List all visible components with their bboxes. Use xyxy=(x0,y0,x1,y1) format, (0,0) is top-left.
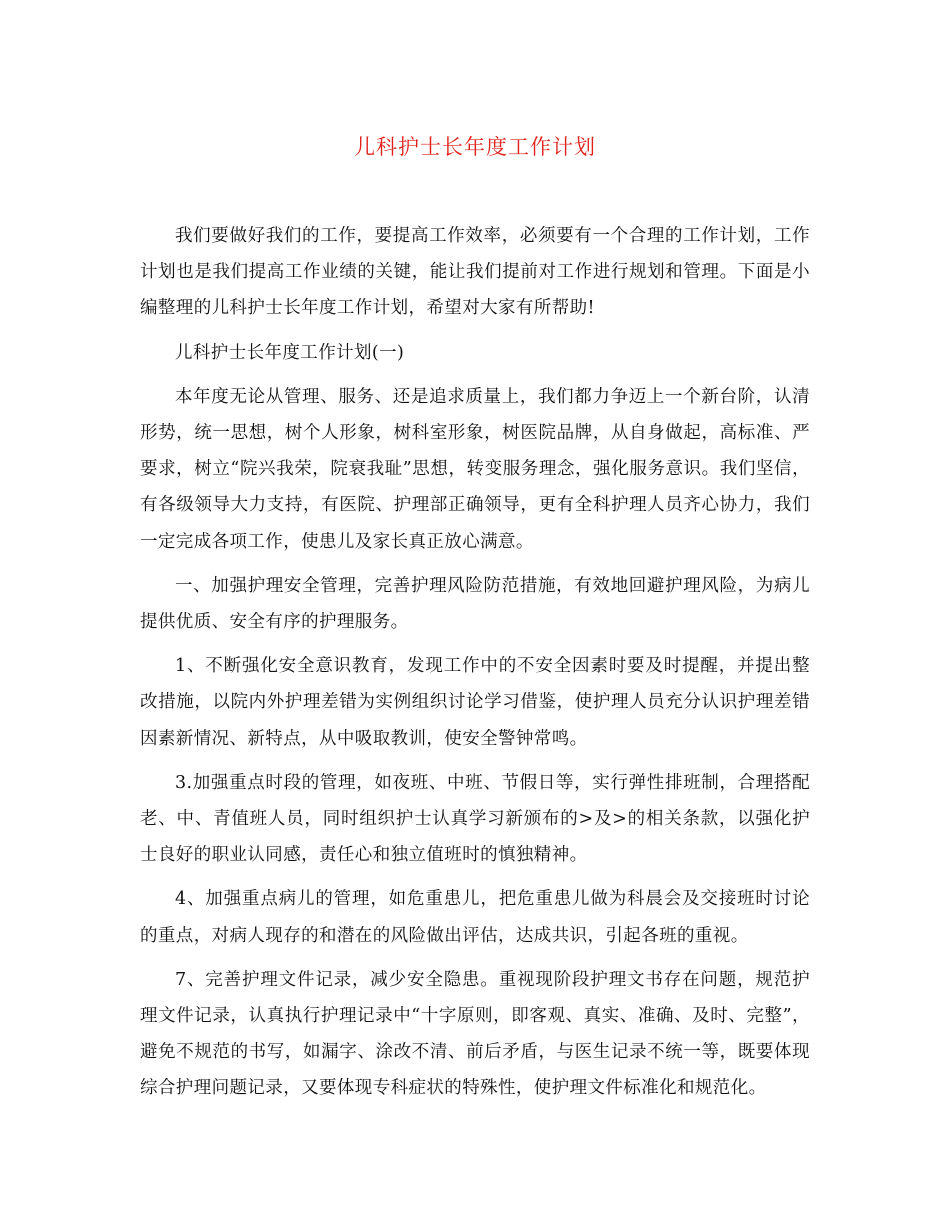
paragraph-intro: 我们要做好我们的工作，要提高工作效率，必须要有一个合理的工作计划，工作计划也是我们提高工作业绩的关键，能让我们提前对工作进行规划和管理。下面是小编整理的儿科护士长年度工作计划，希望对大家有所帮助! xyxy=(140,226,810,319)
paragraph-subitem-4: 4、加强重点病儿的管理，如危重患儿，把危重患儿做为科晨会及交接班时讨论的重点，对病人现存的和潜在的风险做出评估，达成共识，引起各班的重视。 xyxy=(140,889,810,946)
paragraph-subitem-1: 1、不断强化安全意识教育，发现工作中的不安全因素时要及时提醒，并提出整改措施，以院内外护理差错为实例组织讨论学习借鉴，使护理人员充分认识护理差错因素新情况、新特点，从中吸取教训，使安全警钟常鸣。 xyxy=(140,656,810,749)
section-heading: 儿科护士长年度工作计划(一) xyxy=(175,342,405,363)
paragraph-subitem-7: 7、完善护理文件记录，减少安全隐患。重视现阶段护理文书存在问题，规范护理文件记录，认真执行护理记录中“十字原则，即客观、真实、准确、及时、完整”，避免不规范的书写，如漏字、涂改不清、前后矛盾，与医生记录不统一等，既要体现综合护理问题记录，又要体现专科症状的特殊性，使护理文件标准化和规范化。 xyxy=(140,969,810,1099)
document-body xyxy=(140,218,810,1115)
paragraph-overview: 本年度无论从管理、服务、还是追求质量上，我们都力争迈上一个新台阶，认清形势，统一思想，树个人形象，树科室形象，树医院品牌，从自身做起，高标准、严要求，树立“院兴我荣，院衰我耻”思想，转变服务理念，强化服务意识。我们坚信，有各级领导大力支持，有医院、护理部正确领导，更有全科护理人员齐心协力，我们一定完成各项工作，使患儿及家长真正放心满意。 xyxy=(140,386,810,552)
paragraph-item-1: 一、加强护理安全管理，完善护理风险防范措施，有效地回避护理风险，为病儿提供优质、安全有序的护理服务。 xyxy=(140,575,810,633)
page-title: 儿科护士长年度工作计划 xyxy=(354,135,596,159)
paragraph-subitem-3: 3.加强重点时段的管理，如夜班、中班、节假日等，实行弹性排班制，合理搭配老、中、青值班人员，同时组织护士认真学习新颁布的>及>的相关条款，以强化护士良好的职业认同感，责任心和独立值班时的慎独精神。 xyxy=(140,772,810,866)
